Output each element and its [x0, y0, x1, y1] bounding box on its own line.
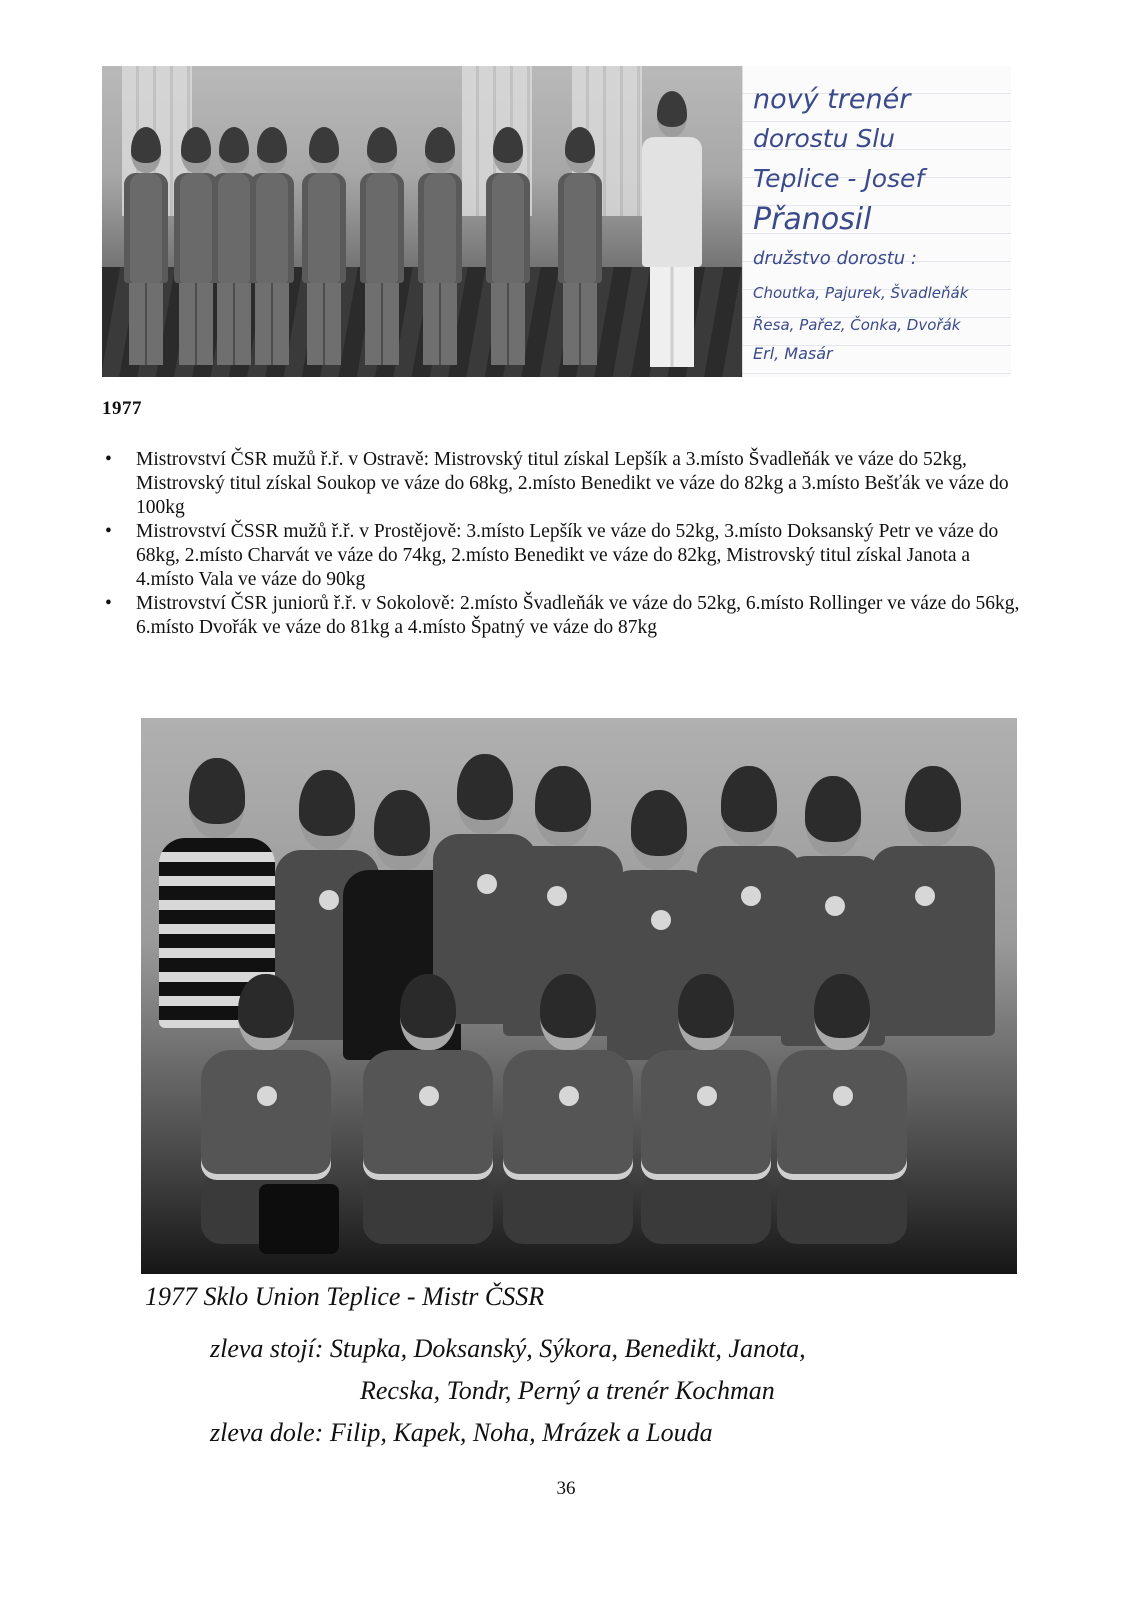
note-line: Přanosil [753, 202, 872, 237]
team-member-figure [777, 974, 907, 1244]
page-number: 36 [556, 1478, 576, 1499]
list-item [102, 592, 1022, 640]
caption-title: 1977 Sklo Union Teplice - Mistr ČSSR [145, 1282, 545, 1311]
note-line: družstvo dorostu : [753, 248, 917, 269]
result-text: Mistrovství ČSR mužů ř.ř. v Ostravě: Mistrovský titul získal Lepšík a 3.místo Švadleňák ve váze do 52kg, Mistrovský titul získal Soukop ve váze do 68kg, 2.místo Benedikt ve váze do 82kg a 3.místo Bešťák ve váze do 100kg [136, 449, 1009, 518]
player-figure [250, 127, 294, 365]
list-item [102, 448, 1022, 520]
player-figure [486, 127, 530, 365]
year-heading: 1977 [102, 398, 142, 419]
note-line: Erl, Masár [753, 344, 833, 363]
handwritten-note [742, 66, 1011, 377]
bullet: • [105, 593, 112, 614]
result-text: Mistrovství ČSSR mužů ř.ř. v Prostějově: 3.místo Lepšík ve váze do 52kg, 3.místo Doksanský Petr ve váze do 68kg, 2.místo Charvát ve váze do 74kg, 2.místo Benedikt ve váze do 82kg, Mistrovský titul získal Janota a 4.místo Vala ve váze do 90kg [136, 521, 999, 590]
result-text: Mistrovství ČSR juniorů ř.ř. v Sokolově: 2.místo Švadleňák ve váze do 52kg, 6.místo Rollinger ve váze do 56kg, 6.místo Dvořák ve váze do 81kg a 4.místo Špatný ve váze do 87kg [136, 593, 1020, 638]
team-member-figure [641, 974, 771, 1244]
list-item [102, 520, 1022, 592]
bullet: • [105, 521, 112, 542]
player-figure [360, 127, 404, 365]
note-line: Choutka, Pajurek, Švadleňák [753, 284, 969, 302]
caption-standing: zleva stojí: Stupka, Doksanský, Sýkora, Benedikt, Janota, [210, 1334, 806, 1363]
results-list [102, 448, 1022, 640]
caption-bottom-row: zleva dole: Filip, Kapek, Noha, Mrázek a Louda [210, 1418, 713, 1447]
coach-figure [642, 91, 702, 367]
note-line: nový trenér [753, 84, 911, 115]
sports-bag [259, 1184, 339, 1254]
note-line: Teplice - Josef [753, 164, 925, 193]
player-figure [558, 127, 602, 365]
player-figure [124, 127, 168, 365]
bullet: • [105, 449, 112, 470]
caption-standing-continued: Recska, Tondr, Perný a trenér Kochman [360, 1376, 775, 1405]
team-member-figure [363, 974, 493, 1244]
note-line: Řesa, Pařez, Čonka, Dvořák [753, 316, 961, 334]
note-line: dorostu Slu [753, 124, 896, 153]
team-member-figure [503, 974, 633, 1244]
player-figure [418, 127, 462, 365]
team-photo-1977-youth [102, 66, 742, 377]
team-photo-1977-champions [141, 718, 1017, 1274]
player-figure [302, 127, 346, 365]
